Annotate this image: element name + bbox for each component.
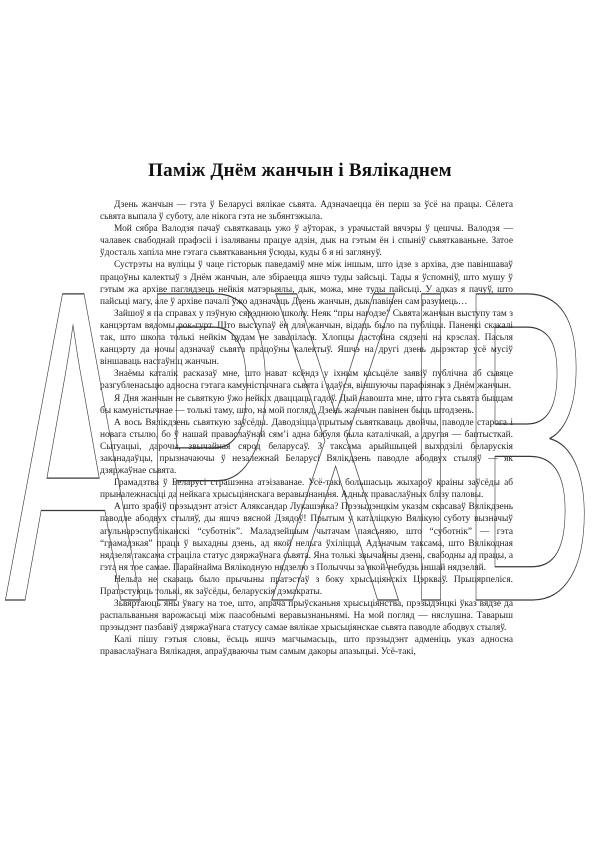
article-title: Паміж Днём жанчын і Вялікаднем [148,160,452,181]
article-body [100,199,513,659]
paragraph: Калі пішу гэтыя словы, ёсьць яшчэ магчымасьць, што прэзыдэнт адменіць указ адносна праваслаўнага Вялікадня, апраўдваючы тым самым дакоры апазыцыі. Усё-такі, [100,635,513,658]
paragraph: А што зрабіў прэзыдэнт атэіст Аляксандар Лукашэнка? Прэзыдэнцкім указам скасаваў Вялікдзень паводле абодвух стыляў, ды яшчэ вясной Дзядоў! Прытым у каталіцкую Вялікую суботу вызначыў агульнарэспубліканскі “суботнік”. Маладзейшым чытачам паясьняю, што “суботнік” — гэта “грамадзкая” праца ў выхадны дзень, ад якой нельга ўхіліцца. Адзначым таксама, што Вялікодная нядзеля таксама страціла статус дзяржаўнага сьвята. Яна толькі звычайны дзень, свабодны ад працы, а гэта ня тое самае. Парайнайма Вялікодную нядзелю з Полыччы за якой-небудзь іншай нядзеляй. [100,502,513,573]
paragraph: Дзень жанчын — гэта ў Беларусі вялікае сьвята. Адзначаецца ён перш за ўсё на працы. Сёлета сьвята выпала ў суботу, але нікога гэта не зьбянтэжыла. [100,200,513,223]
paragraph: Сустрэты на вуліцы ў чаце гісторык паведаміў мне між іншым, што ідзе з архіва, дзе павіншаваў працоўны калектыў з Днём жанчын, але збіраецца яшчэ туды зайсьці. Тады я ўспомніў, што мушу ў гэтым жа архіве паглядзець нейкія матэрыялы, дык, можа, мне туды пайсьці. У адказ я пачуў, што пайсьці магу, але ў архіве пачалі ўжо адзначаць Дзень жанчын, дык павінен сам разумець… [100,260,513,307]
paragraph: Нельга не сказаць было прычыны пратэстаў з боку хрысьціянскіх Цэркваў. Прыцярпеліся. Пратэстуюць толькі, як заўсёды, беларускія дэмакраты. [100,574,513,597]
paragraph: Грамадзтва ў Беларусі страшэнна атэізаванае. Усё-такі большасьць жыхароў краіны заўсёды аб прыналежнасьці да нейкага хрысьціянскага веравызнаньня. Адных праваслаўных блізу паловы. [100,478,513,501]
paragraph: А вось Вялікдзень сьвяткую заўсёды. Даводзіцца прытым сьвяткаваць двойчы, паводле старога і новага стылю, бо ў нашай праваслаўнай сям’і адна бабуля была каталічкай, а другая — баптысткай. Сытуацыі, дарочы, звычайная сярод беларусаў. З таксама арыйшыцей выходзілі беларускія заканадаўцы, прызначаючы ў незалежнай Беларусі Вялікдзень паводле абодвух стыляў — як дзяржаўнае сьвята. [100,417,513,477]
paragraph: Знаёмы каталік расказаў мне, што нават ксёндз у іхным касьцёле заявіў публічна аб сьвяце разгубленасьцю адносна гэтага камуністычнага сьвята і здаўся, віншуючы парафіянак з Днём жанчын. [100,369,513,392]
watermark-text: АРХІВ [5,198,595,695]
paragraph: Мой сябра Валодзя пачаў сьвяткаваць ужо ў аўторак, з урачыстай вячэры ў цешчы. Валодзя — чалавек свабоднай прафэсіі і ізаляваны працуе адзін, дык на гэтым ён і спыніў сьвяткаваньне. Затое ўдосталь хапіла мне гэтага сьвяткаваньня ўсюды, куды б я ні заглянуў. [100,224,513,259]
paragraph: Зьвяртаюць яны ўвагу на тое, што, апрача прыўсканьня хрысьціянства, прэзыдэнцкі ўказ вядзе да распальваньня варожасьці між паасобнымі веравызнаньнямі. На мой погляд — няслушна. Таварыш прэзыдэнт пазбавіў дзяржаўнага статусу самае вялікае хрысьціянскае сьвята паводле абодвух стыляў. [100,599,513,634]
paragraph: Зайшоў я па справах у пэўную сярэднюю школу. Неяк “пры нагодзе” Сьвята жанчын выступу там з канцэртам вядомы рок-гурт. Што выступаў ён для жанчын, відаць было па публіцы. Паненкі скакалі так, што школа толькі нейкім цудам не завалілася. Хлопцы дастойна сядзелі на крэслах. Пасьля канцэрту да ночы адзначаў сьвята працоўны калектыў. Яшчэ на другі дзень дырэктар усё мусіў віншаваць настаўніц жанчын. [100,308,513,368]
paragraph: Я Дня жанчын не сьвяткую ўжо нейкіх дваццаць гадоў. Дый навошта мне, што гэта сьвята быццам бы камуністычнае — толькі таму, што, на мой погляд, Дзень жанчын павінен быць штодзень. [100,393,513,416]
